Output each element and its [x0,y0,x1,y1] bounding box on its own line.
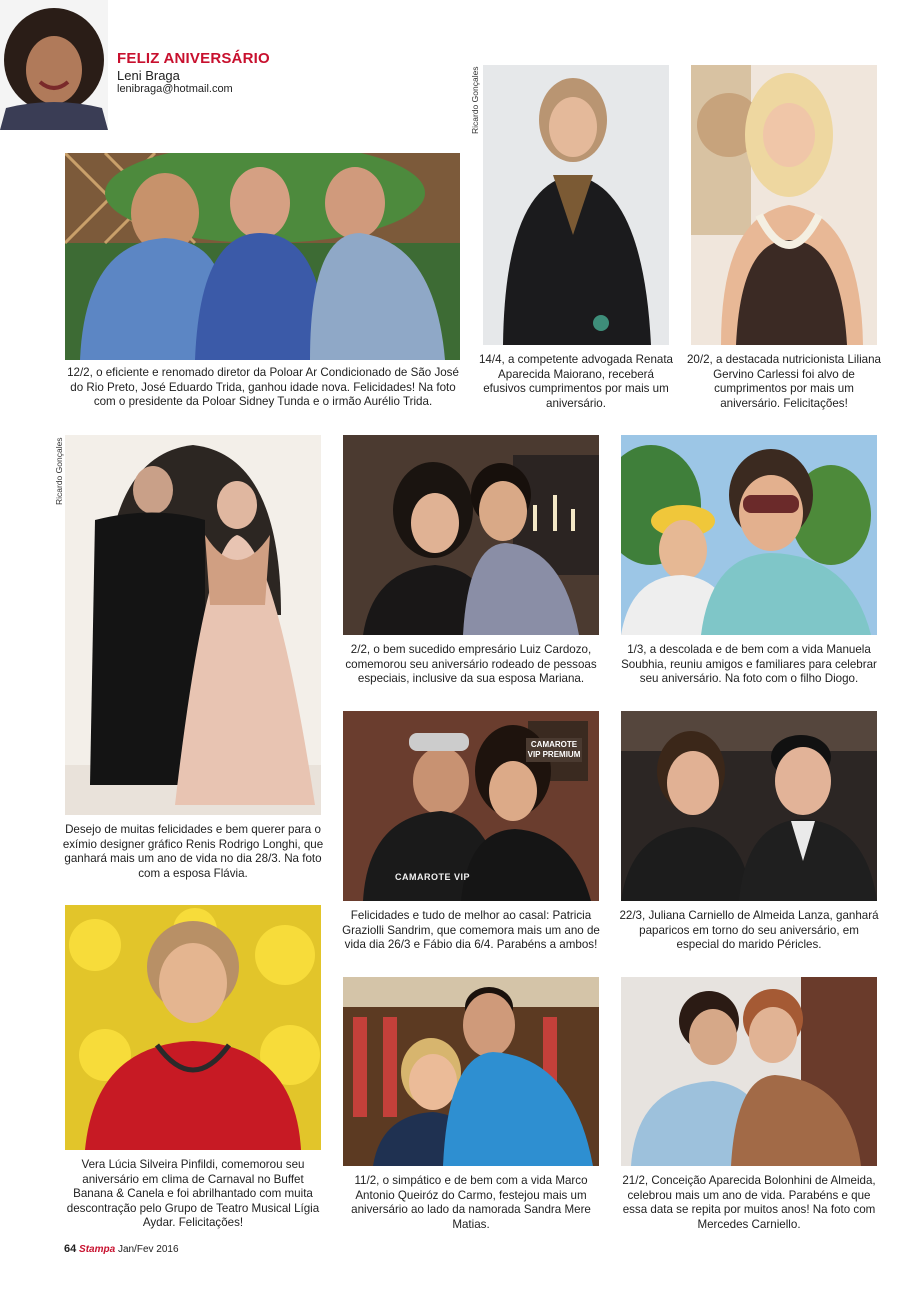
camarote-sign: CAMAROTE VIP PREMIUM [526,738,582,762]
caption-trida: 12/2, o eficiente e renomado diretor da Poloar Ar Condicionado de São José do Rio Preto, José Eduardo Trida, ganhou idade nova. Felicidades! Na foto com o presidente da Poloar Sidney Tunda e o irmão Aurélio Trida. [67,366,459,409]
photo-renis [65,435,321,815]
caption-vera: Vera Lúcia Silveira Pinfildi, comemorou seu aniversário em clima de Carnaval no Buffet Banana & Canela e foi abrilhantado com muita descontração pelo Grupo de Teatro Musical Lígia Aydar. Felicitações! [66,1158,320,1230]
photo-liliana [691,65,877,345]
caption-conceicao: 21/2, Conceição Aparecida Bolonhini de Almeida, celebrou mais um ano de vida. Parabéns e que essa data se repita por muitos anos! Na foto com Mercedes Carniello. [622,1174,876,1231]
caption-luiz: 2/2, o bem sucedido empresário Luiz Cardozo, comemorou seu aniversário rodeado de pessoas especiais, inclusive da sua esposa Mariana. [345,643,597,686]
photo-juliana [621,711,877,901]
photo-credit-1: Ricardo Gonçales [470,66,480,134]
caption-juliana: 22/3, Juliana Carniello de Almeida Lanza, ganhará paparicos em torno do seu aniversário, em especial do marido Péricles. [619,909,879,952]
page-footer [64,1243,179,1255]
photo-vera [65,905,321,1150]
caption-liliana: 20/2, a destacada nutricionista Liliana Gervino Carlessi foi alvo de cumprimentos por mais um aniversário. Felicitações! [686,353,881,410]
camarote-shirt-text: CAMAROTE VIP [395,872,471,882]
author-name: Leni Braga [117,68,180,83]
photo-conceicao [621,977,877,1166]
photo-luiz [343,435,599,635]
photo-trida-group [65,153,460,360]
author-portrait [0,0,108,130]
caption-marco: 11/2, o simpático e de bem com a vida Marco Antonio Queiróz do Carmo, festejou mais um aniversário ao lado da namorada Sandra Mere Matias. [351,1174,591,1231]
photo-marco [343,977,599,1166]
magazine-name: Stampa [79,1244,116,1255]
photo-renata [483,65,669,345]
author-email: lenibraga@hotmail.com [117,83,233,95]
caption-patricia: Felicidades e tudo de melhor ao casal: Patricia Graziolli Sandrim, que comemora mais um ano de vida dia 26/3 e Fábio dia 6/4. Parabéns a ambos! [342,909,600,952]
photo-manuela [621,435,877,635]
caption-renata: 14/4, a competente advogada Renata Aparecida Maiorano, receberá efusivos cumprimentos por mais um aniversário. [478,353,674,410]
issue-date: Jan/Fev 2016 [117,1244,179,1255]
page-number: 64 [64,1243,77,1255]
caption-manuela: 1/3, a descolada e de bem com a vida Manuela Soubhia, reuniu amigos e familiares para celebrar seu aniversário. Na foto com o filho Diogo. [621,643,877,686]
caption-renis: Desejo de muitas felicidades e bem querer para o exímio designer gráfico Renis Rodrigo Longhi, que ganhará mais um ano de vida no dia 28/3. Na foto com a esposa Flávia. [62,823,324,880]
photo-credit-2: Ricardo Gonçales [54,437,64,505]
section-title: FELIZ ANIVERSÁRIO [117,50,270,67]
